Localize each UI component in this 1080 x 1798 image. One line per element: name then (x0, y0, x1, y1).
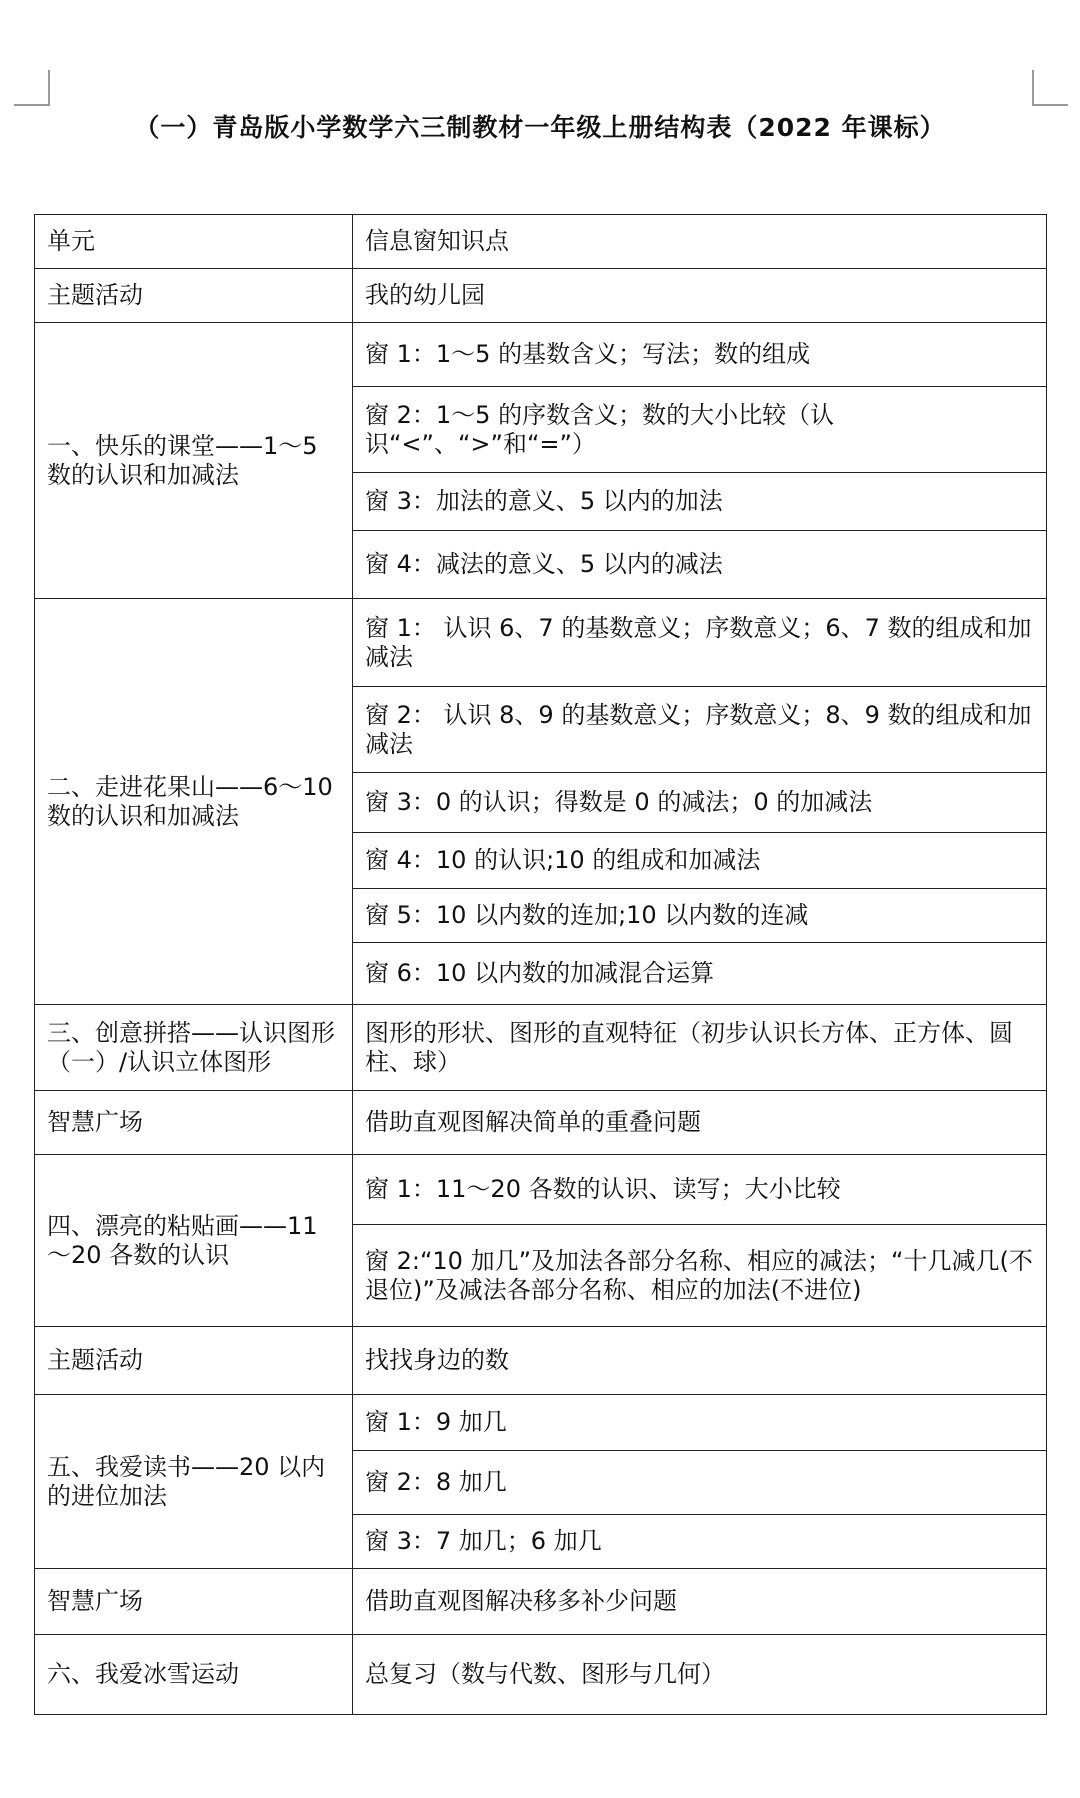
item-cell: 窗 2：1～5 的序数含义；数的大小比较（认识“<”、“>”和“=”） (353, 387, 1047, 473)
item-cell: 窗 2： 认识 8、9 的基数意义；序数意义；8、9 数的组成和加减法 (353, 687, 1047, 773)
unit-cell: 单元 (35, 215, 353, 269)
table-row (35, 1395, 1047, 1451)
crop-mark-top-left (14, 70, 50, 106)
unit-cell: 智慧广场 (35, 1091, 353, 1155)
table-row (35, 1327, 1047, 1395)
item-cell: 窗 1： 认识 6、7 的基数意义；序数意义；6、7 数的组成和加减法 (353, 599, 1047, 687)
item-cell: 窗 1：9 加几 (353, 1395, 1047, 1451)
table-row (35, 1635, 1047, 1715)
item-cell: 窗 6：10 以内数的加减混合运算 (353, 943, 1047, 1005)
unit-cell: 智慧广场 (35, 1569, 353, 1635)
unit-cell: 五、我爱读书——20 以内的进位加法 (35, 1395, 353, 1569)
table-row (35, 1569, 1047, 1635)
item-cell: 借助直观图解决移多补少问题 (353, 1569, 1047, 1635)
item-cell: 窗 4：10 的认识;10 的组成和加减法 (353, 833, 1047, 889)
item-cell: 借助直观图解决简单的重叠问题 (353, 1091, 1047, 1155)
page-title: （一）青岛版小学数学六三制教材一年级上册结构表（2022 年课标） (134, 113, 946, 142)
item-cell: 窗 4：减法的意义、5 以内的减法 (353, 531, 1047, 599)
item-cell: 总复习（数与代数、图形与几何） (353, 1635, 1047, 1715)
item-cell: 窗 2：8 加几 (353, 1451, 1047, 1515)
item-cell: 图形的形状、图形的直观特征（初步认识长方体、正方体、圆柱、球） (353, 1005, 1047, 1091)
item-cell: 窗 5：10 以内数的连加;10 以内数的连减 (353, 889, 1047, 943)
item-cell: 窗 3：7 加几；6 加几 (353, 1515, 1047, 1569)
table-row (35, 1155, 1047, 1225)
unit-cell: 四、漂亮的粘贴画——11～20 各数的认识 (35, 1155, 353, 1327)
table-row (35, 1005, 1047, 1091)
item-cell: 窗 2:“10 加几”及加法各部分名称、相应的减法；“十几减几(不退位)”及减法各部分名称、相应的加法(不进位) (353, 1225, 1047, 1327)
unit-cell: 主题活动 (35, 269, 353, 323)
unit-cell: 二、走进花果山——6～10 数的认识和加减法 (35, 599, 353, 1005)
item-cell: 我的幼儿园 (353, 269, 1047, 323)
table-row (35, 269, 1047, 323)
table-row (35, 323, 1047, 387)
crop-mark-top-right (1032, 70, 1068, 106)
table-row (35, 1091, 1047, 1155)
structure-table (34, 214, 1047, 1715)
item-cell: 窗 3：加法的意义、5 以内的加法 (353, 473, 1047, 531)
table-row (35, 215, 1047, 269)
unit-cell: 主题活动 (35, 1327, 353, 1395)
unit-cell: 三、创意拼搭——认识图形（一）/认识立体图形 (35, 1005, 353, 1091)
item-cell: 信息窗知识点 (353, 215, 1047, 269)
unit-cell: 一、快乐的课堂——1～5 数的认识和加减法 (35, 323, 353, 599)
item-cell: 找找身边的数 (353, 1327, 1047, 1395)
item-cell: 窗 3：0 的认识；得数是 0 的减法；0 的加减法 (353, 773, 1047, 833)
unit-cell: 六、我爱冰雪运动 (35, 1635, 353, 1715)
item-cell: 窗 1：11～20 各数的认识、读写；大小比较 (353, 1155, 1047, 1225)
table-row (35, 599, 1047, 687)
item-cell: 窗 1：1～5 的基数含义；写法；数的组成 (353, 323, 1047, 387)
